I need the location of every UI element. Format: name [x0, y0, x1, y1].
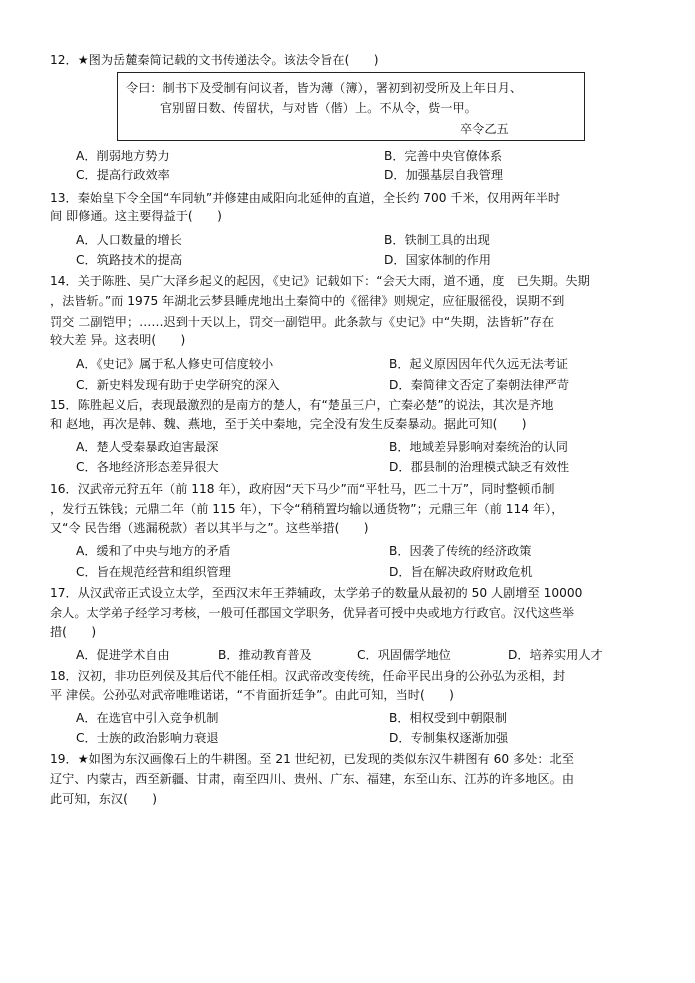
- option-d: D．秦简律文否定了秦朝法律严苛: [389, 378, 570, 392]
- decree-signature: 卒令乙五: [460, 122, 509, 136]
- question-15-line-2: 和 赵地，再次是韩、魏、燕地，至于关中秦地，完全没有发生反秦暴动。据此可知( ): [50, 417, 527, 431]
- option-d: D．加强基层自我管理: [384, 168, 504, 182]
- option-d: D．培养实用人才: [508, 648, 603, 662]
- question-13-line-2: 间 即修通。这主要得益于( ): [50, 209, 222, 223]
- option-a: A．《史记》属于私人修史可信度较小: [76, 357, 274, 371]
- question-17-number: 17．: [50, 586, 78, 600]
- question-14-stem: 关于陈胜、吴广大泽乡起义的起因，《史记》记载如下：“会天大雨，道不通，度 已失期。失期: [77, 274, 590, 288]
- question-14-line-1: [50, 274, 590, 288]
- question-18-stem: 汉初，非功臣列侯及其后代不能任相。汉武帝改变传统，任命平民出身的公孙弘为丞相，封: [77, 669, 566, 683]
- option-c: C．各地经济形态差异很大: [76, 460, 219, 474]
- question-19-line-2: 辽宁、内蒙古，西至新疆、甘肃，南至四川、贵州、广东、福建，东至山东、江苏的许多地区。由: [50, 772, 575, 786]
- question-12-line-1: [50, 53, 378, 67]
- option-c: C．士族的政治影响力衰退: [76, 731, 219, 745]
- decree-line-2: 官别留日数、传留状，与对皆（偕）上。不从令，赀一甲。: [160, 101, 477, 115]
- decree-quote-box: [117, 72, 585, 141]
- question-13-number: 13．: [50, 191, 78, 205]
- option-a: A．人口数量的增长: [76, 233, 182, 247]
- question-14-line-4: 较大差 异。这表明( ): [50, 333, 186, 347]
- option-c: C．新史料发现有助于史学研究的深入: [76, 378, 280, 392]
- option-b: B．铁制工具的出现: [384, 233, 490, 247]
- option-b: B．地域差异影响对秦统治的认同: [389, 440, 568, 454]
- question-18-number: 18．: [50, 669, 78, 683]
- option-c: C．旨在规范经营和组织管理: [76, 565, 231, 579]
- option-c: C．提高行政效率: [76, 168, 170, 182]
- option-d: D．郡县制的治理模式缺乏有效性: [389, 460, 570, 474]
- option-b: B．因袭了传统的经济政策: [389, 544, 532, 558]
- option-a: A．在选官中引入竞争机制: [76, 711, 219, 725]
- question-16-line-3: 又“令 民告缗（逃漏税款）者以其半与之”。这些举措( ): [50, 521, 369, 535]
- question-16-stem: 汉武帝元狩五年（前 118 年），政府因“天下马少”而“平牡马，匹二十万”，同时整顿币制: [77, 482, 555, 496]
- question-16-line-1: [50, 482, 554, 496]
- option-d: D．专制集权逐渐加强: [389, 731, 509, 745]
- option-b: B．起义原因因年代久远无法考证: [389, 357, 568, 371]
- question-19-stem: ★如图为东汉画像石上的牛耕图。至 21 世纪初，已发现的类似东汉牛耕图有 60 多处：北至: [77, 752, 574, 766]
- question-19-line-1: [50, 752, 574, 766]
- question-17-line-2: 余人。太学弟子经学习考核，一般可任郡国文学职务，优异者可授中央或地方行政官。汉代这些举: [50, 606, 575, 620]
- question-17-line-1: [50, 586, 582, 600]
- option-d: D．国家体制的作用: [384, 253, 491, 267]
- question-12-stem: ★图为岳麓秦简记载的文书传递法令。该法令旨在( ): [77, 53, 379, 67]
- question-13-stem: 秦始皇下令全国“车同轨”并修建由咸阳向北延伸的直道，全长约 700 千米，仅用两年半时: [77, 191, 561, 205]
- question-19-line-3: 此可知，东汉( ): [50, 792, 158, 806]
- question-15-stem: 陈胜起义后，表现最激烈的是南方的楚人，有“楚虽三户，亡秦必楚”的说法，其次是齐地: [77, 398, 554, 412]
- option-d: D．旨在解决政府财政危机: [389, 565, 533, 579]
- question-15-line-1: [50, 398, 553, 412]
- option-a: A．促进学术自由: [76, 648, 170, 662]
- question-14-line-2: ，法皆斩。”而 1975 年湖北云梦县睡虎地出土秦简中的《徭律》则规定，应征服徭役，误期不到: [50, 294, 565, 308]
- option-c: C．巩固儒学地位: [357, 648, 451, 662]
- question-17-stem: 从汉武帝正式设立太学，至西汉末年王莽辅政，太学弟子的数量从最初的 50 人剧增至 10000: [77, 586, 583, 600]
- option-b: B．相权受到中朝限制: [389, 711, 508, 725]
- question-18-line-1: [50, 669, 565, 683]
- decree-line-1: 令曰：制书下及受制有问议者，皆为薄（簿），署初到初受所及上年日月、: [126, 81, 523, 95]
- option-a: A．削弱地方势力: [76, 149, 170, 163]
- option-b: B．推动教育普及: [218, 648, 312, 662]
- question-18-line-2: 平 津侯。公孙弘对武帝唯唯诺诺，“不肯面折廷争”。由此可知，当时( ): [50, 688, 454, 702]
- option-a: A．楚人受秦暴政迫害最深: [76, 440, 219, 454]
- question-13-line-1: [50, 191, 560, 205]
- option-a: A．缓和了中央与地方的矛盾: [76, 544, 231, 558]
- question-12-number: 12．: [50, 53, 78, 67]
- option-c: C．筑路技术的提高: [76, 253, 183, 267]
- question-16-number: 16．: [50, 482, 78, 496]
- question-15-number: 15．: [50, 398, 78, 412]
- question-16-line-2: ，发行五铢钱；元鼎二年（前 115 年），下令“稍稍置均输以通货物”；元鼎三年（前 114 年），: [50, 502, 564, 516]
- question-19-number: 19．: [50, 752, 78, 766]
- question-17-line-3: 措( ): [50, 625, 97, 639]
- option-b: B．完善中央官僚体系: [384, 149, 503, 163]
- question-14-number: 14．: [50, 274, 78, 288]
- question-14-line-3: 罚交 二副铠甲；……迟到十天以上，罚交一副铠甲。此条款与《史记》中“失期，法皆斩”存在: [50, 315, 555, 329]
